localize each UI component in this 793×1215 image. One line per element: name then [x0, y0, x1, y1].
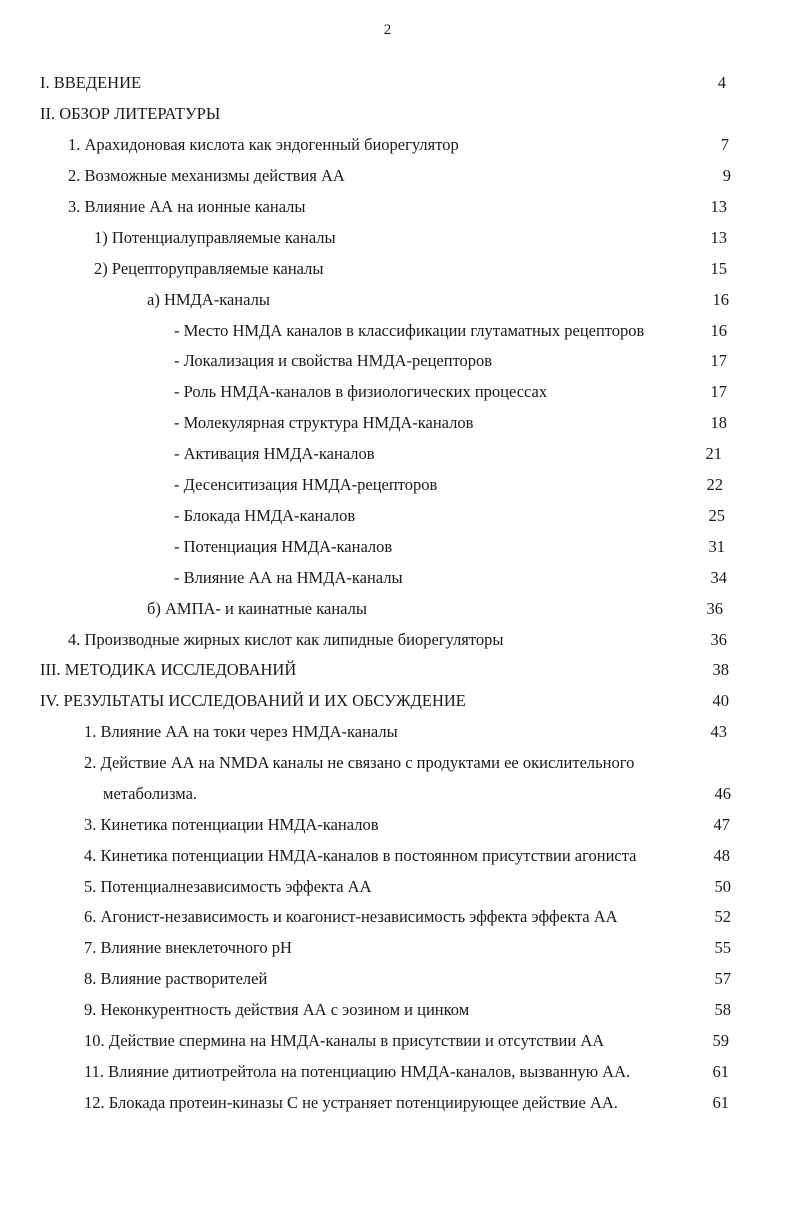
toc-entry-page: 25 [708, 506, 725, 525]
toc-entry-page: 22 [706, 475, 723, 494]
toc-entry-text: 1. Арахидоновая кислота как эндогенный биорегулятор [68, 135, 459, 154]
toc-entry-text: 2) Рецепторуправляемые каналы [94, 259, 324, 278]
toc-entry-page: 46 [714, 784, 731, 803]
toc-entry-text: 9. Неконкурентность действия АА с эозином и цинком [84, 1000, 470, 1019]
toc-entry-text: - Активация НМДА-каналов [174, 444, 375, 463]
toc-entry-page: 48 [713, 846, 730, 865]
toc-entry-page: 59 [712, 1031, 729, 1050]
toc-entry-text: 4. Кинетика потенциации НМДА-каналов в постоянном присутствии агониста [84, 846, 637, 865]
toc-entry-text: - Роль НМДА-каналов в физиологических процессах [174, 382, 548, 401]
toc-entry-text: 7. Влияние внеклеточного pH [84, 938, 292, 957]
toc-entry-page: 21 [705, 444, 722, 463]
toc-entry-text: 8. Влияние растворителей [84, 969, 268, 988]
toc-entry-text: 3. Влияние АА на ионные каналы [68, 197, 306, 216]
toc-entry-page: 36 [710, 630, 727, 649]
toc-entry-text: - Молекулярная структура НМДА-каналов [174, 413, 474, 432]
toc-entry-text: 1) Потенциалуправляемые каналы [94, 228, 336, 247]
toc-entry-page: 16 [712, 290, 729, 309]
toc-entry-text: 10. Действие спермина на НМДА-каналы в присутствии и отсутствии АА [84, 1031, 605, 1050]
toc-entry-text: а) НМДА-каналы [147, 290, 270, 309]
toc-entry-page: 50 [714, 877, 731, 896]
toc-entry-text: 12. Блокада протеин-киназы С не устраняет потенциирующее действие АА. [84, 1093, 618, 1112]
toc-entry-page: 43 [710, 722, 727, 741]
toc-entry-page: 17 [710, 382, 727, 401]
toc-entry-text: 11. Влияние дитиотрейтола на потенциацию НМДА-каналов, вызванную АА. [84, 1062, 631, 1081]
toc-entry-page: 58 [714, 1000, 731, 1019]
toc-entry-page: 13 [710, 197, 727, 216]
toc-entry-page: 61 [712, 1093, 729, 1112]
toc-entry-page: 16 [710, 321, 727, 340]
toc-entry-page: 52 [714, 907, 731, 926]
toc-entry-text: - Локализация и свойства НМДА-рецепторов [174, 351, 493, 370]
toc-entry-text: III. МЕТОДИКА ИССЛЕДОВАНИЙ [40, 660, 297, 679]
toc-entry-page: 36 [706, 599, 723, 618]
toc-entry-page: 4 [717, 73, 726, 92]
toc-entry-page: 31 [708, 537, 725, 556]
toc-entry-page: 9 [722, 166, 731, 185]
toc-entry-text: 5. Потенциалнезависимость эффекта АА [84, 877, 372, 896]
toc-entry-page: 18 [710, 413, 727, 432]
toc-entry-page: 15 [710, 259, 727, 278]
toc-entry-text: IV. РЕЗУЛЬТАТЫ ИССЛЕДОВАНИЙ И ИХ ОБСУЖДЕНИЕ [40, 691, 466, 710]
toc-entry-text: 1. Влияние АА на токи через НМДА-каналы [84, 722, 398, 741]
toc-entry-text: - Блокада НМДА-каналов [174, 506, 356, 525]
toc-entry-text: 6. Агонист-независимость и коагонист-независимость эффекта эффекта АА [84, 907, 618, 926]
toc-entry-text: 3. Кинетика потенциации НМДА-каналов [84, 815, 379, 834]
toc-entry-page: 40 [712, 691, 729, 710]
toc-entry-text: II. ОБЗОР ЛИТЕРАТУРЫ [40, 104, 221, 123]
toc-entry-text: - Потенциация НМДА-каналов [174, 537, 393, 556]
toc-entry-page: 61 [712, 1062, 729, 1081]
toc-entry-text: 2. Действие АА на NMDA каналы не связано с продуктами ее окислительного [84, 753, 635, 772]
toc-entry-page: 55 [714, 938, 731, 957]
toc-entry-page: 7 [720, 135, 729, 154]
toc-entry-text: - Десенситизация НМДА-рецепторов [174, 475, 438, 494]
toc-entry-text: метаболизма. [103, 784, 198, 803]
toc-entry-page: 57 [714, 969, 731, 988]
toc-entry-text: - Влияние АА на НМДА-каналы [174, 568, 403, 587]
toc-entry-page: 17 [710, 351, 727, 370]
toc-entry-page: 34 [710, 568, 727, 587]
toc-entry-page: 47 [713, 815, 730, 834]
toc-entry-text: I. ВВЕДЕНИЕ [40, 73, 142, 92]
toc-entry-text: - Место НМДА каналов в классификации глутаматных рецепторов [174, 321, 645, 340]
toc-entry-text: 2. Возможные механизмы действия АА [68, 166, 345, 185]
toc-entry-page: 38 [712, 660, 729, 679]
toc-entry-page: 13 [710, 228, 727, 247]
toc-entry-text: 4. Производные жирных кислот как липидные биорегуляторы [68, 630, 504, 649]
toc-entry-text: б) АМПА- и каинатные каналы [147, 599, 367, 618]
page-number: 2 [383, 22, 392, 38]
